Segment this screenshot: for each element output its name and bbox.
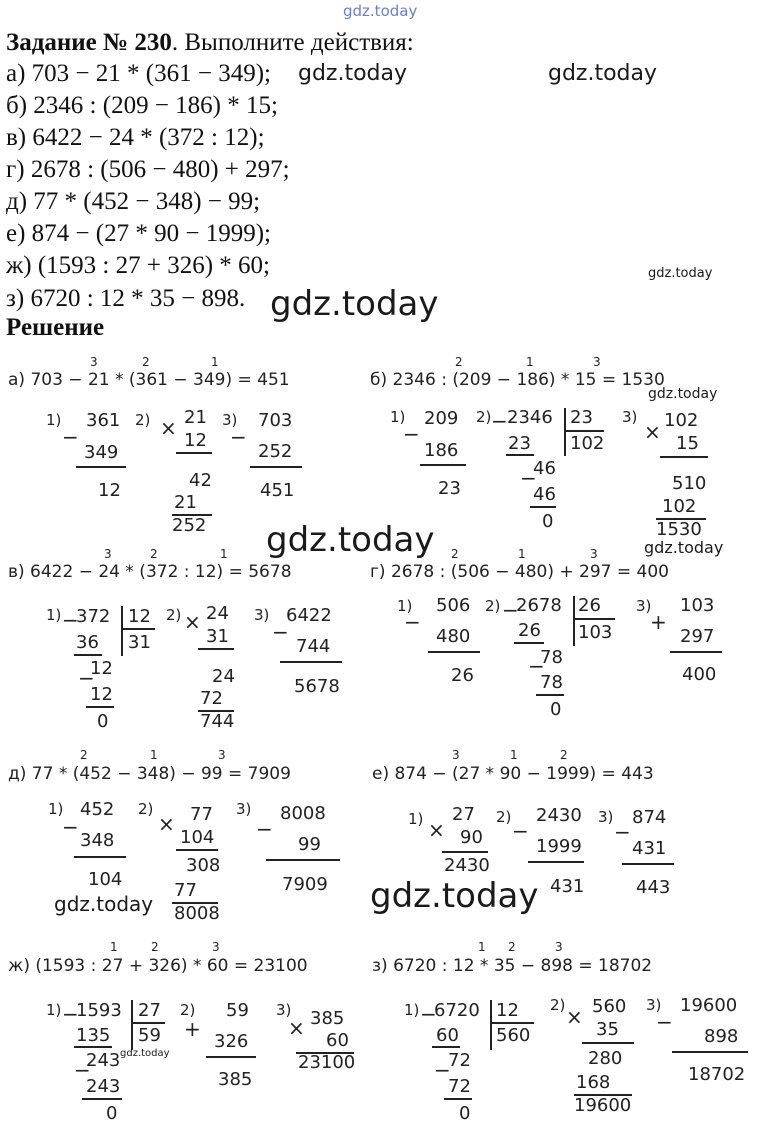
watermark-right-mid2: gdz.today <box>644 538 724 557</box>
v-s1-minus2: − <box>78 666 95 690</box>
g-s2-minus2: − <box>528 654 545 678</box>
b-s1-label: 1) <box>390 408 406 426</box>
expr-z: з) 6720 : 12 * 35 − 898 = 18702 <box>372 956 653 976</box>
zh-s3-res: 23100 <box>298 1052 356 1073</box>
a-s3-res: 451 <box>260 480 295 501</box>
g-s3-n2: 297 <box>680 626 715 647</box>
order-b-1: 2 <box>455 355 463 369</box>
g-s2-r1: 26 <box>518 620 541 641</box>
b-s2-line2 <box>530 506 556 508</box>
task-item-g: г) 2678 : (506 − 480) + 297; <box>6 156 290 183</box>
watermark-tiny-zh: gdz.today <box>120 1048 170 1059</box>
g-s2-label: 2) <box>485 597 501 615</box>
solution-title: Решение <box>6 314 105 341</box>
b-s1-res: 23 <box>438 478 461 499</box>
a-s1-label: 1) <box>46 411 62 429</box>
b-s2-hline <box>564 430 604 432</box>
g-s1-res: 26 <box>451 665 474 686</box>
b-s3-n2: 15 <box>676 433 699 454</box>
a-s2-n2: 12 <box>184 430 207 451</box>
e-s3-res: 443 <box>636 877 671 898</box>
g-s1-label: 1) <box>397 597 413 615</box>
d-s1-n1: 452 <box>80 799 115 820</box>
v-s2-p1: 24 <box>212 666 235 687</box>
g-s2-r4: 0 <box>550 699 562 720</box>
a-s3-n1: 703 <box>258 410 293 431</box>
b-s2-minus2: − <box>520 466 537 490</box>
watermark-line-a-2: gdz.today <box>548 61 658 86</box>
order-a-2: 2 <box>142 355 150 369</box>
expr-g: г) 2678 : (506 − 480) + 297 = 400 <box>370 562 669 582</box>
g-s2-divisor: 26 <box>578 595 601 616</box>
z-s1-r4: 0 <box>459 1103 471 1124</box>
b-s3-n1: 102 <box>664 410 699 431</box>
order-b-3: 3 <box>593 355 601 369</box>
d-s3-n1: 8008 <box>280 803 326 824</box>
v-s2-n1: 24 <box>206 603 229 624</box>
order-z-3: 3 <box>555 940 563 954</box>
order-zh-2: 2 <box>151 940 159 954</box>
z-s1-line1 <box>432 1046 460 1048</box>
a-s3-n2: 252 <box>258 441 293 462</box>
z-s2-op: × <box>566 1005 583 1029</box>
order-d-2: 1 <box>150 748 158 762</box>
e-s2-label: 2) <box>496 808 512 826</box>
watermark-big-mid: gdz.today <box>266 520 435 560</box>
expr-zh: ж) (1593 : 27 + 326) * 60 = 23100 <box>8 956 308 976</box>
e-s3-label: 3) <box>598 808 614 826</box>
watermark-small-d: gdz.today <box>54 892 154 916</box>
v-s1-quot: 31 <box>128 632 151 653</box>
d-s2-label: 2) <box>138 800 154 818</box>
zh-s1-line2 <box>82 1098 122 1100</box>
a-s2-op: × <box>160 416 177 440</box>
watermark-big-e: gdz.today <box>370 876 539 916</box>
zh-s1-r2: 243 <box>86 1050 121 1071</box>
b-s3-op: × <box>644 420 661 444</box>
a-s3-label: 3) <box>222 411 238 429</box>
v-s1-minus: − <box>62 608 79 632</box>
e-s1-op: × <box>428 818 445 842</box>
order-a-1: 3 <box>90 355 98 369</box>
e-s3-op: − <box>614 820 631 844</box>
g-s2-minus: − <box>502 598 519 622</box>
a-s3-line <box>250 466 302 468</box>
d-s2-n2: 104 <box>180 827 215 848</box>
z-s1-hline <box>490 1022 534 1024</box>
v-s1-dividend: 372 <box>76 606 111 627</box>
v-s1-vline <box>121 606 123 656</box>
order-b-2: 1 <box>526 355 534 369</box>
d-s2-p2: 77 <box>174 880 197 901</box>
watermark-right-mid: gdz.today <box>648 266 713 281</box>
a-s2-label: 2) <box>135 411 151 429</box>
b-s1-op: − <box>403 422 420 446</box>
d-s1-line <box>74 856 126 858</box>
b-s2-r2: 46 <box>533 458 556 479</box>
d-s2-op: × <box>158 812 175 836</box>
order-g-2: 1 <box>518 547 526 561</box>
z-s1-vline <box>490 1000 492 1050</box>
zh-s2-op: + <box>184 1017 201 1041</box>
d-s2-n1: 77 <box>190 804 213 825</box>
zh-s1-minus2: − <box>74 1058 91 1082</box>
b-s3-line <box>660 456 708 458</box>
d-s3-op: − <box>256 817 273 841</box>
d-s2-p1: 308 <box>186 855 221 876</box>
v-s2-p2: 72 <box>200 688 223 709</box>
task-item-e: е) 874 − (27 * 90 − 1999); <box>6 220 271 247</box>
z-s2-p1: 280 <box>588 1048 623 1069</box>
zh-s1-dividend: 1593 <box>76 1000 122 1021</box>
order-z-1: 1 <box>478 940 486 954</box>
watermark-right-b: gdz.today <box>648 386 718 402</box>
order-e-3: 2 <box>560 748 568 762</box>
task-item-zh: ж) (1593 : 27 + 326) * 60; <box>6 252 270 279</box>
task-item-b: б) 2346 : (209 − 186) * 15; <box>6 92 278 119</box>
z-s2-n1: 560 <box>592 996 627 1017</box>
zh-s1-minus: − <box>62 1002 79 1026</box>
v-s3-line <box>280 661 342 663</box>
e-s3-n2: 431 <box>632 838 667 859</box>
zh-s1-r3: 243 <box>86 1076 121 1097</box>
watermark-top: gdz.today <box>343 2 418 20</box>
order-v-2: 2 <box>150 547 158 561</box>
a-s2-p1: 42 <box>189 470 212 491</box>
zh-s3-label: 3) <box>276 1001 292 1019</box>
d-s1-n2: 348 <box>80 830 115 851</box>
z-s2-res: 19600 <box>574 1095 632 1116</box>
zh-s3-n1: 385 <box>310 1008 345 1029</box>
zh-s1-r1: 135 <box>76 1025 111 1046</box>
v-s3-n2: 744 <box>296 636 331 657</box>
zh-s1-vline <box>131 1000 133 1050</box>
order-z-2: 2 <box>508 940 516 954</box>
b-s2-dividend: 2346 <box>507 407 553 428</box>
b-s3-p1: 510 <box>672 473 707 494</box>
order-d-3: 3 <box>218 748 226 762</box>
v-s1-divisor: 12 <box>128 606 151 627</box>
z-s3-op: − <box>656 1010 673 1034</box>
b-s2-line1 <box>506 454 534 456</box>
g-s2-line2 <box>536 694 564 696</box>
v-s3-res: 5678 <box>294 676 340 697</box>
b-s2-label: 2) <box>476 408 492 426</box>
g-s1-op: − <box>404 610 421 634</box>
v-s3-op: − <box>272 620 289 644</box>
a-s2-p2: 21 <box>174 492 197 513</box>
g-s3-n1: 103 <box>680 595 715 616</box>
zh-s3-op: × <box>288 1016 305 1040</box>
task-item-v: в) 6422 − 24 * (372 : 12); <box>6 124 265 151</box>
d-s3-label: 3) <box>236 800 252 818</box>
g-s3-label: 3) <box>636 597 652 615</box>
expr-d: д) 77 * (452 − 348) − 99 = 7909 <box>8 764 291 784</box>
order-v-1: 3 <box>104 547 112 561</box>
z-s2-label: 2) <box>550 996 566 1014</box>
order-e-2: 1 <box>510 748 518 762</box>
v-s2-op: × <box>184 610 201 634</box>
b-s3-p2: 102 <box>662 496 697 517</box>
e-s2-res: 431 <box>550 876 585 897</box>
zh-s1-r4: 0 <box>106 1103 118 1124</box>
z-s1-divisor: 12 <box>496 1000 519 1021</box>
expr-v: в) 6422 − 24 * (372 : 12) = 5678 <box>8 562 292 582</box>
g-s1-n2: 480 <box>436 626 471 647</box>
a-s2-res: 252 <box>172 515 207 536</box>
z-s1-line2 <box>444 1098 472 1100</box>
expr-b: б) 2346 : (209 − 186) * 15 = 1530 <box>370 370 665 390</box>
v-s1-label: 1) <box>46 606 62 624</box>
zh-s1-label: 1) <box>46 1001 62 1019</box>
order-v-3: 1 <box>220 547 228 561</box>
a-s2-n1: 21 <box>184 407 207 428</box>
b-s2-quot: 102 <box>570 433 605 454</box>
expr-e: е) 874 − (27 * 90 − 1999) = 443 <box>372 764 654 784</box>
g-s2-vline <box>573 596 575 646</box>
b-s2-minus: − <box>491 409 508 433</box>
d-s1-label: 1) <box>48 800 64 818</box>
zh-s2-n1: 59 <box>226 1000 249 1021</box>
v-s1-r2: 12 <box>90 658 113 679</box>
v-s1-r4: 0 <box>97 711 109 732</box>
g-s2-line1 <box>514 642 544 644</box>
b-s3-res: 1530 <box>656 519 702 540</box>
a-s1-n1: 361 <box>86 410 121 431</box>
e-s2-n1: 2430 <box>536 805 582 826</box>
e-s1-n1: 27 <box>452 804 475 825</box>
b-s2-r3: 46 <box>533 484 556 505</box>
z-s3-res: 18702 <box>688 1064 746 1085</box>
e-s3-line <box>622 863 674 865</box>
a-s1-line <box>76 466 126 468</box>
zh-s1-divisor: 27 <box>138 1000 161 1021</box>
a-s3-op: − <box>230 425 247 449</box>
g-s2-r2: 78 <box>540 647 563 668</box>
d-s1-res: 104 <box>88 869 123 890</box>
g-s2-dividend: 2678 <box>516 595 562 616</box>
g-s3-op: + <box>650 610 667 634</box>
b-s1-n1: 209 <box>424 408 459 429</box>
a-s1-op: − <box>62 425 79 449</box>
z-s2-p2: 168 <box>576 1072 611 1093</box>
g-s1-n1: 506 <box>436 595 471 616</box>
g-s3-line <box>670 651 722 653</box>
g-s2-quot: 103 <box>578 622 613 643</box>
order-zh-1: 1 <box>110 940 118 954</box>
z-s1-quot: 560 <box>496 1025 531 1046</box>
v-s3-label: 3) <box>254 606 270 624</box>
zh-s1-hline <box>131 1022 165 1024</box>
v-s1-line1 <box>74 654 102 656</box>
v-s1-r1: 36 <box>76 632 99 653</box>
z-s3-line <box>672 1051 748 1053</box>
order-g-1: 2 <box>451 547 459 561</box>
v-s2-res: 744 <box>200 711 235 732</box>
b-s2-r4: 0 <box>542 511 554 532</box>
e-s2-line <box>528 861 584 863</box>
z-s1-r2: 72 <box>448 1050 471 1071</box>
g-s2-r3: 78 <box>540 672 563 693</box>
z-s3-label: 3) <box>646 996 662 1014</box>
zh-s2-label: 2) <box>180 1001 196 1019</box>
z-s1-dividend: 6720 <box>434 1000 480 1021</box>
d-s2-line <box>176 849 218 851</box>
a-s1-res: 12 <box>98 480 121 501</box>
order-zh-3: 3 <box>212 940 220 954</box>
e-s1-label: 1) <box>408 810 424 828</box>
d-s3-line <box>266 859 340 861</box>
zh-s2-res: 385 <box>218 1069 253 1090</box>
b-s2-r1: 23 <box>508 433 531 454</box>
watermark-big-task: gdz.today <box>270 284 439 324</box>
z-s2-n2: 35 <box>596 1019 619 1040</box>
z-s1-r1: 60 <box>436 1025 459 1046</box>
e-s1-n2: 90 <box>460 827 483 848</box>
a-s2-line <box>176 452 212 454</box>
v-s1-hline <box>121 628 155 630</box>
g-s3-res: 400 <box>682 664 717 685</box>
b-s3-label: 3) <box>622 408 638 426</box>
v-s1-line2 <box>86 706 114 708</box>
z-s3-n1: 19600 <box>680 995 738 1016</box>
z-s2-line <box>582 1042 634 1044</box>
v-s1-r3: 12 <box>90 684 113 705</box>
task-instruction: . Выполните действия: <box>171 29 414 56</box>
order-g-3: 3 <box>590 547 598 561</box>
task-number: Задание № 230 <box>6 29 172 56</box>
e-s2-n2: 1999 <box>536 836 582 857</box>
task-item-d: д) 77 * (452 − 348) − 99; <box>6 188 261 215</box>
order-a-3: 1 <box>211 355 219 369</box>
v-s3-n1: 6422 <box>286 605 332 626</box>
d-s3-n2: 99 <box>298 834 321 855</box>
g-s1-line <box>428 651 480 653</box>
zh-s1-quot: 59 <box>138 1025 161 1046</box>
z-s1-label: 1) <box>404 1001 420 1019</box>
zh-s3-n2: 60 <box>326 1030 349 1051</box>
e-s3-n1: 874 <box>632 807 667 828</box>
b-s2-vline <box>564 408 566 456</box>
order-d-1: 2 <box>80 748 88 762</box>
b-s1-n2: 186 <box>424 440 459 461</box>
d-s1-op: − <box>62 815 79 839</box>
v-s2-label: 2) <box>166 606 182 624</box>
zh-s2-line <box>206 1056 256 1058</box>
expr-a: а) 703 − 21 * (361 − 349) = 451 <box>8 370 290 390</box>
e-s1-res: 2430 <box>444 855 490 876</box>
task-title <box>6 28 414 58</box>
z-s1-minus: − <box>420 1002 437 1026</box>
z-s3-n2: 898 <box>704 1026 739 1047</box>
a-s1-n2: 349 <box>84 442 119 463</box>
zh-s1-line1 <box>74 1046 112 1048</box>
task-item-a: а) 703 − 21 * (361 − 349); <box>6 60 271 87</box>
order-e-1: 3 <box>452 748 460 762</box>
g-s2-hline <box>573 618 615 620</box>
watermark-line-a-1: gdz.today <box>298 61 408 86</box>
task-item-z: з) 6720 : 12 * 35 − 898. <box>6 285 246 312</box>
d-s3-res: 7909 <box>282 874 328 895</box>
v-s2-n2: 31 <box>206 626 229 647</box>
d-s2-res: 8008 <box>174 903 220 924</box>
e-s1-line <box>442 851 488 853</box>
b-s1-line <box>420 464 466 466</box>
z-s1-r3: 72 <box>448 1076 471 1097</box>
v-s2-line <box>198 648 234 650</box>
e-s2-op: − <box>512 819 529 843</box>
b-s2-divisor: 23 <box>570 407 593 428</box>
zh-s2-n2: 326 <box>214 1031 249 1052</box>
z-s1-minus2: − <box>434 1058 451 1082</box>
